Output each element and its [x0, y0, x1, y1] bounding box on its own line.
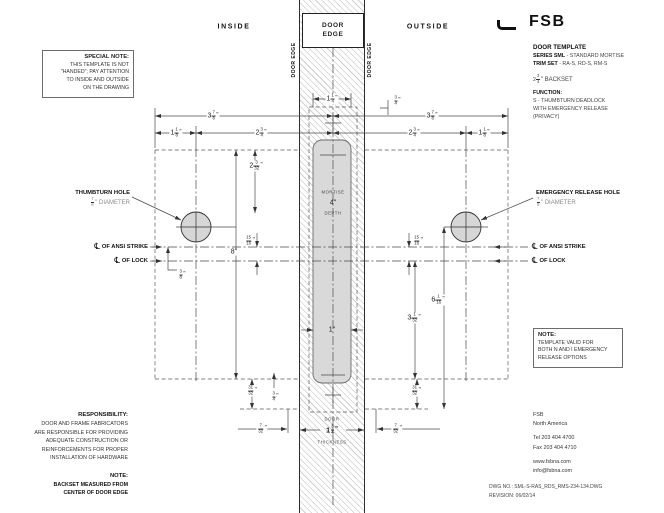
revision: REVISION: 06/02/14	[489, 493, 536, 499]
drawing-number-block	[489, 483, 602, 501]
ansi-strike-label-left: ℄ OF ANSI STRIKE	[94, 242, 148, 252]
dim-bottom-left-inset: $\frac{31}{32}$ "	[248, 384, 257, 396]
dim-right-backset: 2 $\frac{3}{4}$ "	[408, 126, 420, 138]
special-note-box: SPECIAL NOTE: THIS TEMPLATE IS NOT "HANDED"; PAY ATTENTION TO INSIDE AND OUTSIDE ON THE DRAWING	[42, 50, 134, 98]
lock-label-right: ℄ OF LOCK	[532, 256, 566, 266]
ansi-strike-label-right: ℄ OF ANSI STRIKE	[532, 242, 586, 252]
special-note-title: SPECIAL NOTE:	[84, 54, 129, 60]
fsb-address-block: FSB North America Tel 203 404 4700 Fax 203 404 4710 www.fsbna.com info@fsbna.com	[533, 411, 576, 481]
dim-left-vertical: 2 $\frac{3}{32}$ "	[249, 159, 263, 171]
door-thickness-word-bottom: THICKNESS	[317, 439, 347, 445]
dim-right-edge-to-hole: 1 $\frac{1}{8}$ "	[478, 126, 490, 138]
dim-mortise-bottom-width: 1"	[328, 326, 336, 334]
outside-zone-label: OUTSIDE	[406, 23, 450, 31]
dim-bottom-right-lip: $\frac{7}{32}$ "	[393, 422, 402, 434]
fsb-logo-icon	[497, 20, 516, 30]
centerline-icon: ℄	[114, 256, 120, 266]
door-thickness-word-top: DOOR	[324, 416, 340, 422]
door-thickness-value: 1 $\frac{3}{4}$ "	[326, 423, 338, 435]
dim-left-total: 3 $\frac{7}{8}$ "	[207, 109, 219, 121]
centerline-icon: ℄	[532, 256, 538, 266]
dim-top-right-offset: $\frac{3}{4}$ "	[394, 94, 401, 106]
dim-bottom-left-lip: $\frac{7}{32}$ "	[258, 422, 267, 434]
mortise-depth-label: DEPTH	[324, 210, 342, 216]
mortise-depth-value: 4"	[329, 199, 337, 207]
function-label: FUNCTION:	[533, 90, 563, 97]
responsibility-block: RESPONSIBILITY: DOOR AND FRAME FABRICATORS ARE RESPONSIBLE FOR PROVIDING ADEQUATE CONSTRUCTION OR REINFORCEMENTS FOR PROPER INSTALLATION OF HARDWARE NOTE: BACKSET MEASURED FROM CENTER OF DOOR EDGE	[20, 411, 128, 498]
door-edge-side-label-right: DOOR EDGE	[367, 42, 373, 78]
email-link: info@fsbna.com	[533, 467, 573, 474]
dim-left-strike-gap: $\frac{15}{16}$ "	[246, 234, 255, 246]
website-link: www.fsbna.com	[533, 458, 571, 465]
centerline-icon: ℄	[532, 242, 538, 252]
lock-label-left: ℄ OF LOCK	[114, 256, 148, 266]
dim-left-backset: 2 $\frac{3}{4}$ "	[255, 126, 267, 138]
dim-bottom-right-inset: $\frac{31}{32}$ "	[412, 384, 421, 396]
dim-strike-to-lock: $\frac{3}{8}$ "	[179, 268, 186, 280]
backset-spec: 2 $\frac{3}{4}$ " BACKSET	[533, 73, 573, 85]
mortise-label: MORTISE	[321, 189, 345, 195]
inside-zone-label: INSIDE	[217, 23, 251, 31]
dim-right-lock-height: 3 $\frac{1}{32}$ "	[407, 311, 421, 323]
title-block: DOOR TEMPLATE SERIES SML - STANDARD MORTISE TRIM SET - RA-S, RD-S, RM-S 2 $\frac{3}{4}$ " BACKSET FUNCTION: S - THUMBTURN DEADLOCK WITH EMERGENCY RELEASE (PRIVACY)	[533, 43, 655, 122]
dim-left-edge-to-hole: 1 $\frac{1}{8}$ "	[170, 126, 182, 138]
dim-mortise-top-width: 1 $\frac{1}{4}$ "	[326, 92, 338, 104]
dim-right-height: 6 $\frac{1}{16}$ "	[431, 293, 445, 305]
door-edge-title-box	[302, 13, 364, 48]
dim-body-height: 8"	[230, 248, 238, 256]
dim-right-total: 3 $\frac{7}{8}$ "	[426, 109, 438, 121]
door-edge-side-label-left: DOOR EDGE	[291, 42, 297, 78]
fsb-logo-text: FSB	[529, 13, 566, 30]
thumbturn-callout: THUMBTURN HOLE $\frac{7}{8}$ " DIAMETER	[75, 190, 130, 208]
dim-right-strike-gap: $\frac{15}{16}$ "	[414, 234, 423, 246]
door-edge-title: DOOR EDGE	[322, 21, 344, 38]
dim-bottom-left-small: $\frac{3}{4}$ "	[272, 390, 279, 402]
drawing-title: DOOR TEMPLATE	[533, 44, 587, 51]
emergency-callout: EMERGENCY RELEASE HOLE $\frac{7}{8}$ " DIAMETER	[536, 190, 620, 208]
dwg-number: DWG NO.: SML-S-RAS_RDS_RMS-234-134.DWG	[489, 484, 603, 490]
centerline-icon: ℄	[94, 242, 100, 252]
valid-note-box: NOTE: TEMPLATE VALID FOR BOTH N AND I EMERGENCY RELEASE OPTIONS	[533, 328, 623, 368]
backset-note-title: NOTE:	[109, 472, 128, 479]
